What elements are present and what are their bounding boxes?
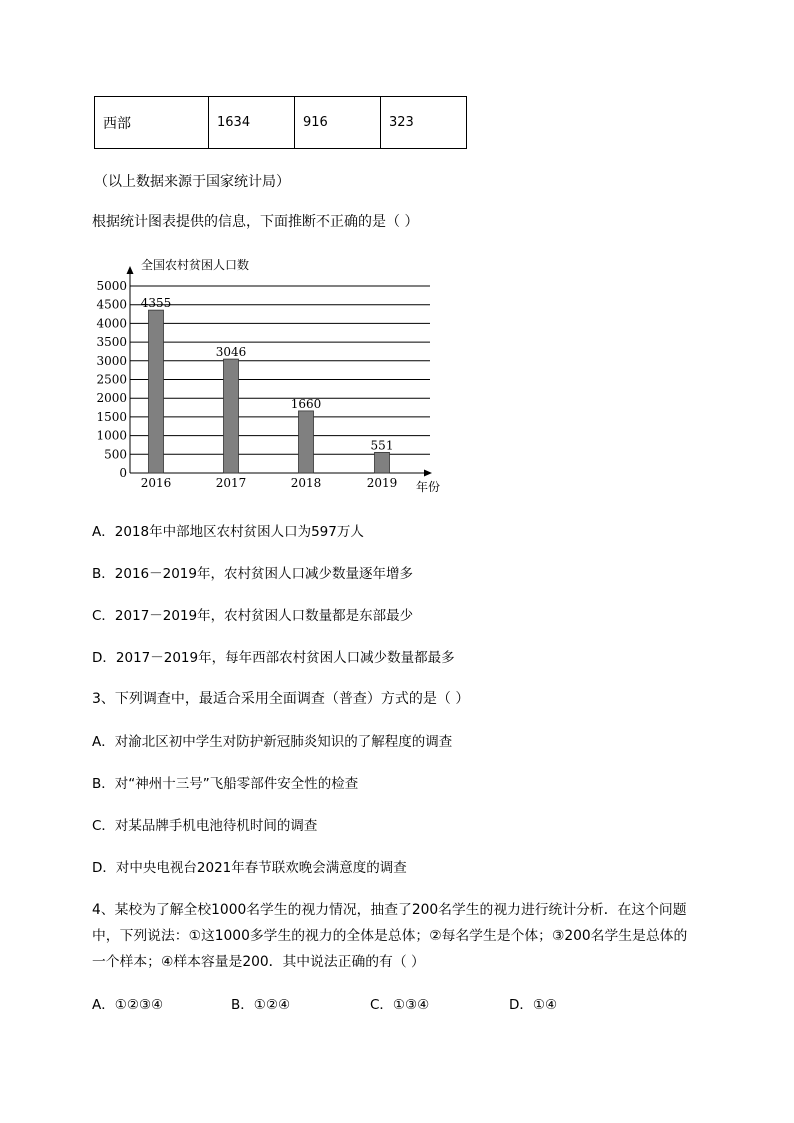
q3-option-c: C．对某品牌手机电池待机时间的调查 (92, 818, 318, 834)
bar (149, 310, 164, 473)
data-label: 551 (370, 438, 394, 453)
bar-chart (0, 0, 794, 500)
q2-option-a: A．2018年中部地区农村贫困人口为597万人 (92, 524, 364, 540)
q4-option-b: B．①②④ (231, 997, 291, 1013)
q4-option-a: A．①②③④ (92, 997, 164, 1013)
y-tick-label: 3000 (96, 353, 127, 368)
y-tick-label: 2500 (96, 372, 127, 387)
q3-option-a: A．对渝北区初中学生对防护新冠肺炎知识的了解程度的调查 (92, 734, 453, 750)
y-tick-label: 4000 (96, 316, 127, 331)
chart-grid (130, 286, 430, 454)
y-tick-label: 3500 (96, 335, 127, 350)
q4-option-d: D．①④ (509, 997, 558, 1013)
bar (299, 411, 314, 473)
y-tick-label: 1500 (96, 409, 127, 424)
x-axis-label: 年份 (416, 480, 441, 494)
question4-line-2: 中，下列说法：①这1000多学生的视力的全体是总体；②每名学生是个体；③200名学生是总体的 (92, 928, 688, 944)
table-cell-value: 916 (295, 97, 381, 149)
chart-labels (96, 279, 397, 490)
q2-option-c: C．2017－2019年，农村贫困人口数量都是东部最少 (92, 608, 414, 624)
y-tick-label: 4500 (96, 297, 127, 312)
q4-option-c: C．①③④ (370, 997, 430, 1013)
question3-stem: 3、下列调查中，最适合采用全面调查（普查）方式的是（ ） (92, 691, 470, 707)
x-tick-label: 2018 (290, 476, 322, 490)
y-tick-label: 5000 (96, 279, 127, 293)
q2-option-b: B．2016－2019年，农村贫困人口减少数量逐年增多 (92, 566, 413, 582)
question4-line-3: 一个样本；④样本容量是200．其中说法正确的有（ ） (92, 954, 425, 970)
table-cell-value: 323 (381, 97, 467, 149)
question2-stem: 根据统计图表提供的信息，下面推断不正确的是（ ） (92, 214, 419, 230)
q3-option-b: B．对“神州十三号”飞船零部件安全性的检查 (92, 776, 359, 792)
y-tick-label: 0 (119, 466, 127, 480)
bar (224, 359, 239, 473)
bar (375, 452, 390, 473)
y-tick-label: 2000 (96, 391, 127, 406)
data-label: 1660 (290, 396, 322, 411)
data-label: 4355 (140, 296, 172, 311)
chart-title: 全国农村贫困人口数 (141, 258, 250, 272)
data-label: 3046 (215, 345, 247, 360)
q2-option-d: D．2017－2019年，每年西部农村贫困人口减少数量都最多 (92, 650, 455, 666)
x-tick-label: 2019 (366, 476, 398, 490)
table-cell-value: 1634 (209, 97, 295, 149)
y-axis-arrow (127, 266, 134, 274)
x-axis-arrow (424, 470, 432, 477)
source-note: （以上数据来源于国家统计局） (94, 174, 290, 190)
chart-bars (149, 310, 390, 473)
y-tick-label: 1000 (96, 428, 127, 443)
x-tick-label: 2017 (215, 476, 247, 490)
q3-option-d: D．对中央电视台2021年春节联欢晚会满意度的调查 (92, 860, 407, 876)
y-tick-label: 500 (104, 447, 127, 462)
question4-line-1: 4、某校为了解全校1000名学生的视力情况，抽查了200名学生的视力进行统计分析．在这个问题 (92, 902, 687, 918)
x-tick-label: 2016 (140, 476, 172, 490)
table-cell-region: 西部 (95, 97, 209, 149)
